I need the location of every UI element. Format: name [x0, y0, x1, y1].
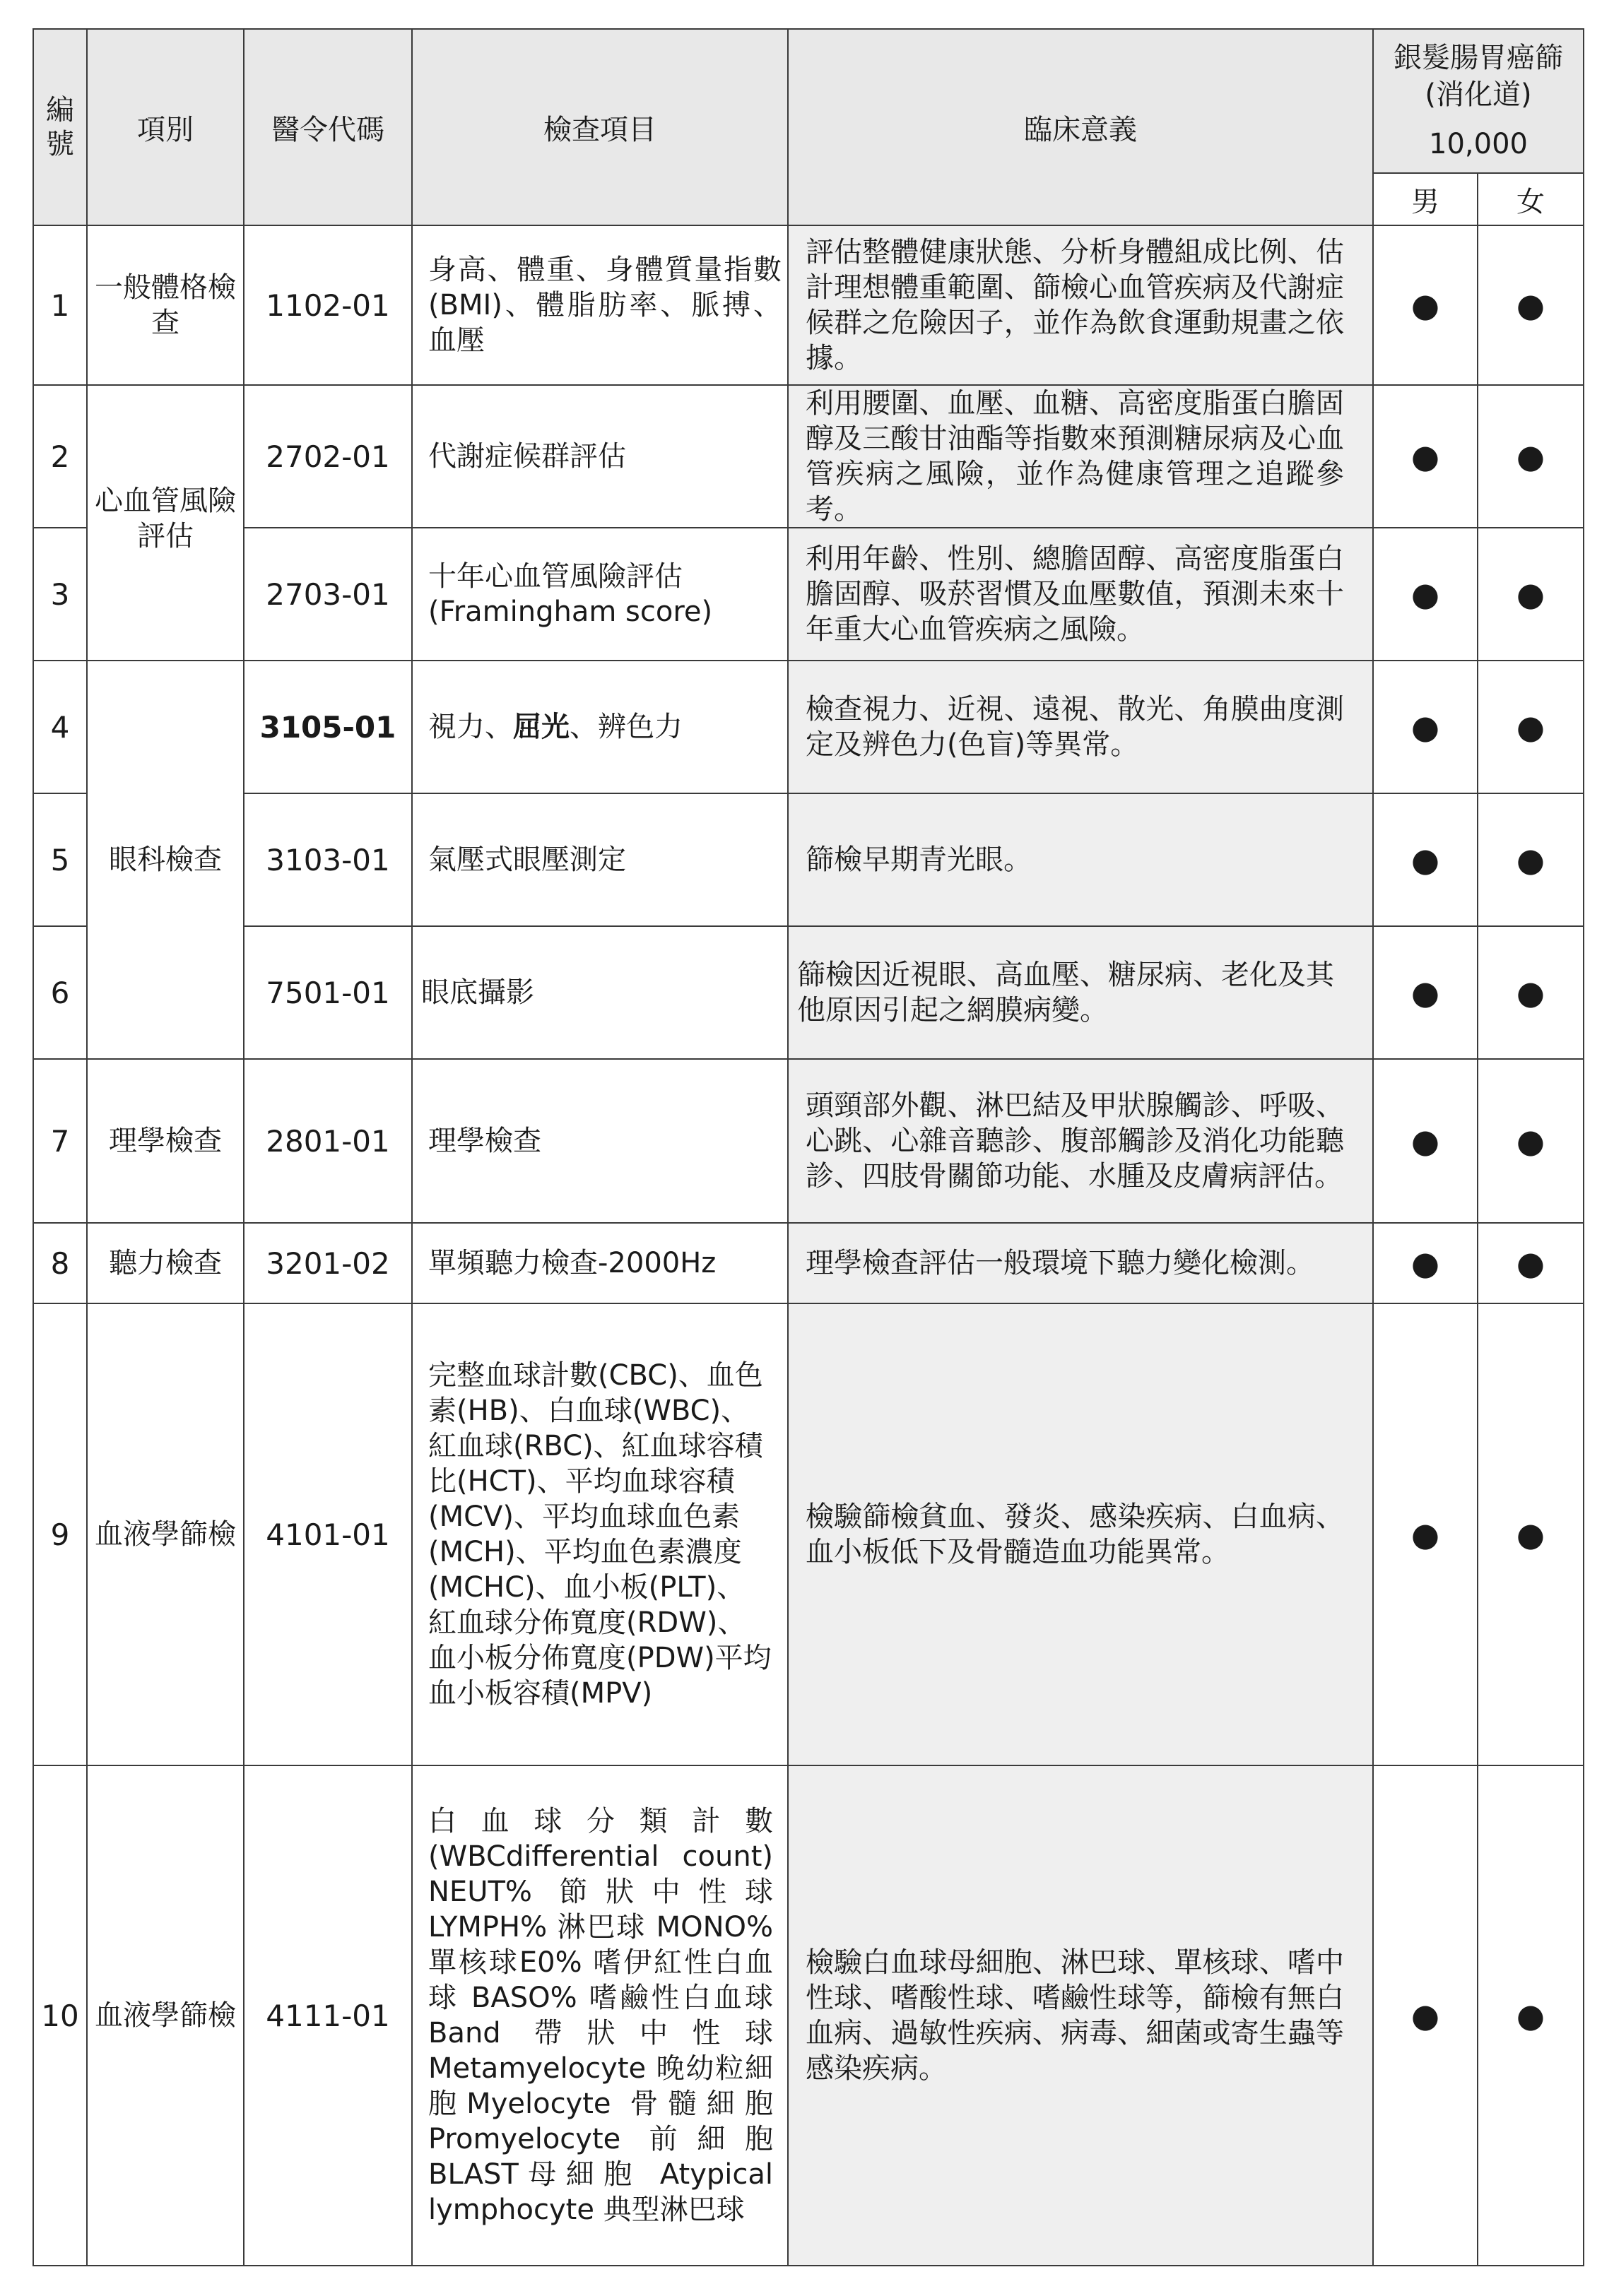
row-meaning: 檢驗白血球母細胞、淋巴球、單核球、嗜中性球、嗜酸性球、嗜鹼性球等，篩檢有無白血病、過敏性疾病、病毒、細菌或寄生蟲等感染疾病。: [788, 1765, 1373, 2266]
row-item: 理學檢查: [412, 1059, 788, 1223]
health-check-table: [33, 28, 1584, 2266]
row-meaning: 檢查視力、近視、遠視、散光、角膜曲度測定及辨色力(色盲)等異常。: [788, 661, 1373, 793]
header-plan-name: 銀髮腸胃癌篩: [1394, 42, 1563, 74]
row-male-mark: ●: [1373, 1059, 1478, 1223]
row-item: 十年心血管風險評估(Framingham score): [412, 528, 788, 661]
header-plan-sub: (消化道): [1425, 78, 1532, 111]
row-meaning: 利用腰圍、血壓、血糖、高密度脂蛋白膽固醇及三酸甘油酯等指數來預測糖尿病及心血管疾病之風險，並作為健康管理之追蹤參 考。: [788, 385, 1373, 528]
header-female: 女: [1478, 173, 1584, 225]
row-item: 眼底攝影: [412, 926, 788, 1059]
row-male-mark: ●: [1373, 661, 1478, 793]
row-male-mark: ●: [1373, 528, 1478, 661]
row-male-mark: ●: [1373, 1223, 1478, 1303]
row-no: 2: [33, 385, 87, 528]
row-code: 4101-01: [244, 1303, 412, 1765]
row-category: 心血管風險評估: [87, 385, 244, 661]
header-plan: [1373, 29, 1584, 173]
row-male-mark: ●: [1373, 1765, 1478, 2266]
row-no: 4: [33, 661, 87, 793]
row-male-mark: ●: [1373, 225, 1478, 385]
row-female-mark: ●: [1478, 1765, 1584, 2266]
row-category: 理學檢查: [87, 1059, 244, 1223]
table-row: [33, 385, 1584, 528]
row-female-mark: ●: [1478, 1303, 1584, 1765]
row-item: 氣壓式眼壓測定: [412, 793, 788, 926]
row-meaning: 篩檢早期青光眼。: [788, 793, 1373, 926]
header-item: 檢查項目: [412, 29, 788, 225]
table-row: [33, 1223, 1584, 1303]
row-item: 白血球分類計數(WBCdifferential count) NEUT% 節狀中性球 LYMPH% 淋巴球 MONO% 單核球E0% 嗜伊紅性白血球 BASO% 嗜鹼性白血球 Band 帶狀中性球 Metamyelocyte 晚幼粒細胞Myelocyte 骨髓細胞 Promyelocyte 前細胞 BLAST母細胞 Atypical lymphocyte 典型淋巴球: [412, 1765, 788, 2266]
row-item: 完整血球計數(CBC)、血色素(HB)、白血球(WBC)、紅血球(RBC)、紅血球容積比(HCT)、平均血球容積(MCV)、平均血球血色素(MCH)、平均血色素濃度(MCHC)、血小板(PLT)、紅血球分佈寬度(RDW)、血小板分佈寬度(PDW)平均血小板容積(MPV): [412, 1303, 788, 1765]
row-code: 2703-01: [244, 528, 412, 661]
row-female-mark: ●: [1478, 1223, 1584, 1303]
row-female-mark: ●: [1478, 926, 1584, 1059]
row-code: 3105-01: [244, 661, 412, 793]
row-code: 2801-01: [244, 1059, 412, 1223]
row-code: 4111-01: [244, 1765, 412, 2266]
row-category: 聽力檢查: [87, 1223, 244, 1303]
header-meaning: 臨床意義: [788, 29, 1373, 225]
row-code: 3201-02: [244, 1223, 412, 1303]
row-female-mark: ●: [1478, 1059, 1584, 1223]
row-category: 一般體格檢查: [87, 225, 244, 385]
row-male-mark: ●: [1373, 385, 1478, 528]
row-item: 單頻聽力檢查-2000Hz: [412, 1223, 788, 1303]
row-female-mark: ●: [1478, 793, 1584, 926]
row-female-mark: ●: [1478, 225, 1584, 385]
row-item: [412, 661, 788, 793]
row-meaning: 利用年齡、性別、總膽固醇、高密度脂蛋白膽固醇、吸菸習慣及血壓數值，預測未來十年重大心血管疾病之風險。: [788, 528, 1373, 661]
header-price: 10,000: [1429, 128, 1528, 160]
row-meaning: 理學檢查評估一般環境下聽力變化檢測。: [788, 1223, 1373, 1303]
row-no: 8: [33, 1223, 87, 1303]
row-item: 代謝症候群評估: [412, 385, 788, 528]
row-male-mark: ●: [1373, 793, 1478, 926]
row-female-mark: ●: [1478, 385, 1584, 528]
table-row: [33, 225, 1584, 385]
table-row: [33, 793, 1584, 926]
row-code: 1102-01: [244, 225, 412, 385]
row-male-mark: ●: [1373, 1303, 1478, 1765]
row-item-part: 視力、: [428, 711, 513, 743]
row-category: 血液學篩檢: [87, 1765, 244, 2266]
row-male-mark: ●: [1373, 926, 1478, 1059]
row-no: 1: [33, 225, 87, 385]
header-male: 男: [1373, 173, 1478, 225]
row-meaning: 頭頸部外觀、淋巴結及甲狀腺觸診、呼吸、心跳、心雜音聽診、腹部觸診及消化功能聽診、四肢骨關節功能、水腫及皮膚病評估。: [788, 1059, 1373, 1223]
row-category: 眼科檢查: [87, 661, 244, 1059]
row-category: 血液學篩檢: [87, 1303, 244, 1765]
row-code: 2702-01: [244, 385, 412, 528]
row-item: 身高、體重、身體質量指數(BMI)、體脂肪率、脈搏、血壓: [412, 225, 788, 385]
row-female-mark: ●: [1478, 528, 1584, 661]
row-no: 6: [33, 926, 87, 1059]
header-category: 項別: [87, 29, 244, 225]
table-row: [33, 1303, 1584, 1765]
row-meaning: 檢驗篩檢貧血、發炎、感染疾病、白血病、血小板低下及骨髓造血功能異常。: [788, 1303, 1373, 1765]
table-row: [33, 1765, 1584, 2266]
table-row: [33, 926, 1584, 1059]
row-meaning: 篩檢因近視眼、高血壓、糖尿病、老化及其他原因引起之網膜病變。: [788, 926, 1373, 1059]
row-item-part: 、辨色力: [570, 711, 683, 743]
row-no: 9: [33, 1303, 87, 1765]
row-code: 3103-01: [244, 793, 412, 926]
row-meaning: 評估整體健康狀態、分析身體組成比例、估計理想體重範圍、篩檢心血管疾病及代謝症候群之危險因子，並作為飲食運動規畫之依據。: [788, 225, 1373, 385]
row-female-mark: ●: [1478, 661, 1584, 793]
table-row: [33, 661, 1584, 793]
row-no: 3: [33, 528, 87, 661]
row-item-bold-part: 屈光: [513, 711, 570, 743]
row-no: 10: [33, 1765, 87, 2266]
header-no: 編號: [33, 29, 87, 225]
row-no: 7: [33, 1059, 87, 1223]
row-no: 5: [33, 793, 87, 926]
row-code: 7501-01: [244, 926, 412, 1059]
table-row: [33, 528, 1584, 661]
header-code: 醫令代碼: [244, 29, 412, 225]
table-row: [33, 1059, 1584, 1223]
